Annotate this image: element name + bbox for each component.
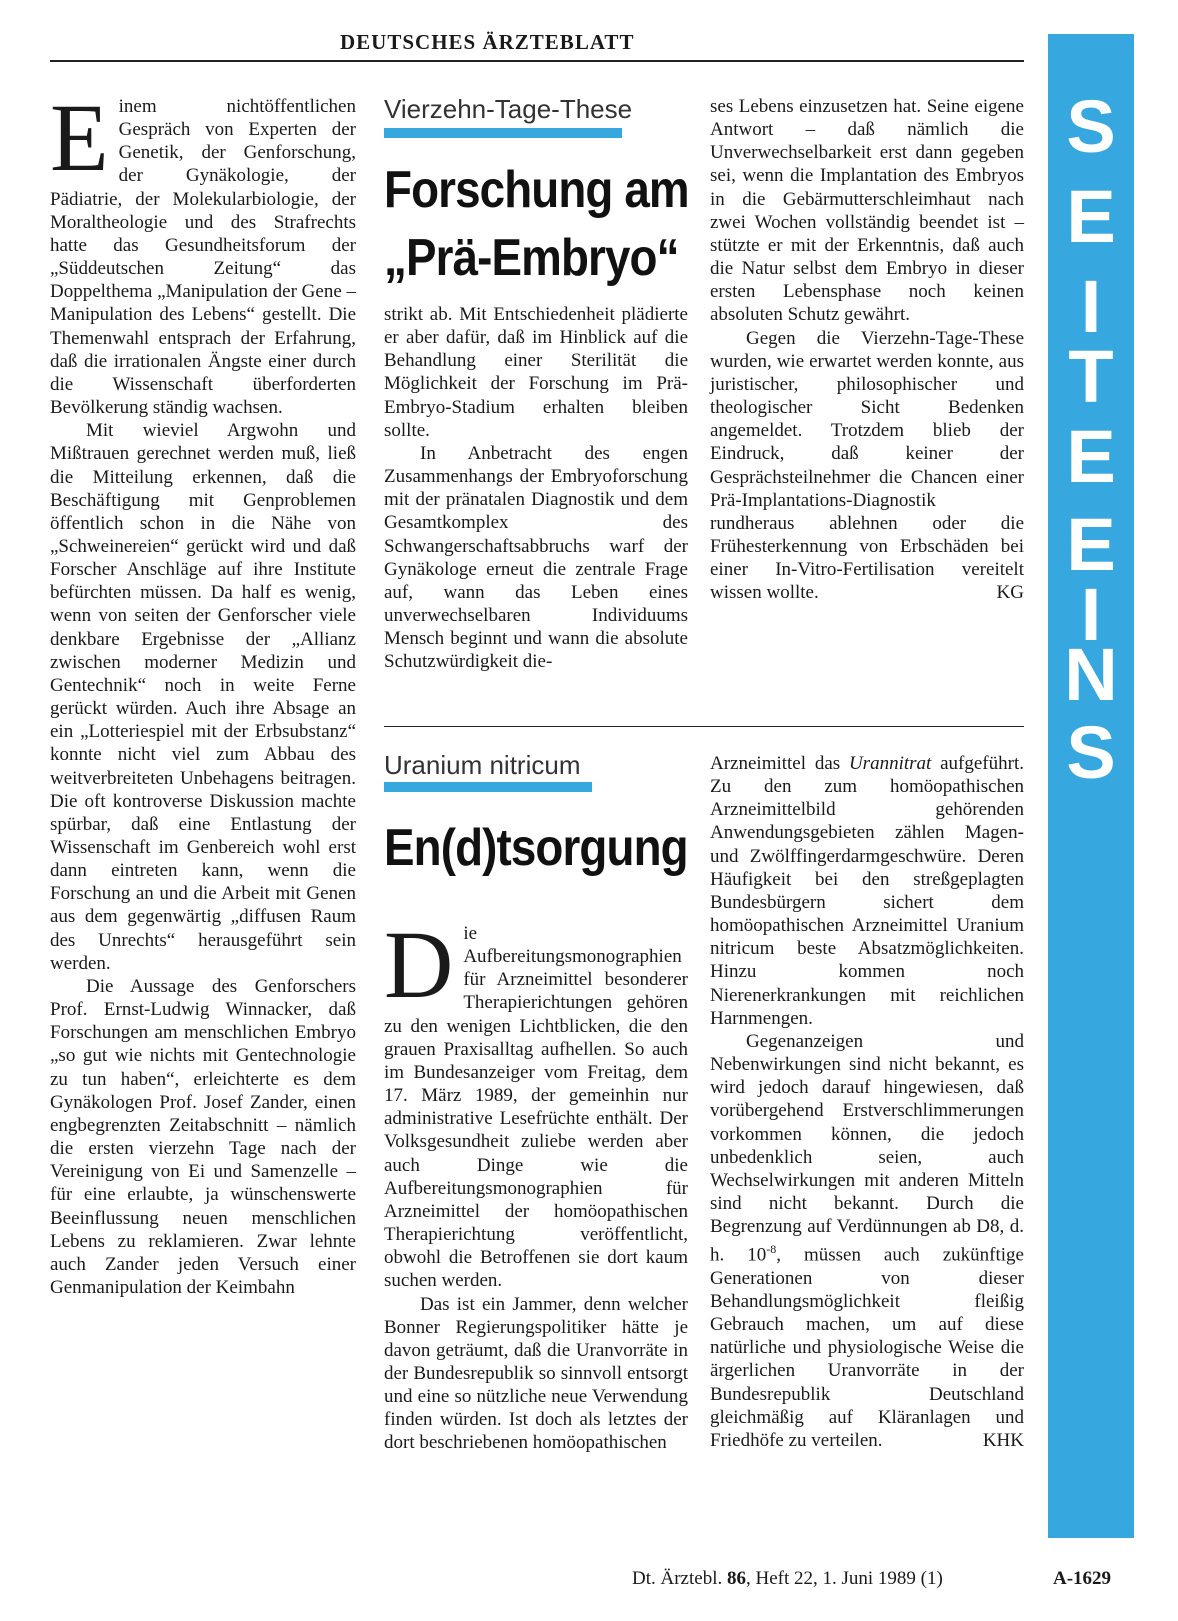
article2-kicker: Uranium nitricum (384, 750, 581, 780)
paragraph: In Anbetracht des engen Zusammenhangs der Embryoforschung mit der pränatalen Diagnostik und dem Gesamtkomplex des Schwangerschaftsabbruchs warf der Gynäkologe erneut die zentrale Frage auf, wann das Leben eines unverwechselbaren Individuums Mensch beginnt und wann die absolute Schutzwürdigkeit die- (384, 442, 688, 673)
citation-volume: 86 (726, 1568, 746, 1589)
author-signature: KG (996, 582, 1024, 604)
section-band (1048, 34, 1134, 1538)
superscript: -8 (766, 1242, 777, 1257)
header-rule (50, 60, 1024, 62)
column-left (50, 84, 357, 1299)
paragraph-text: , müssen auch zukünftige Generationen von dieser Behandlungsmöglichkeit fleißig Gebrauch machen, um auf diese natürliche und physiologische Weise die ärgerlichen Uranvorräte in der Bundesrepublik Deutschland gleichmäßig auf Kläranlagen und Friedhöfe zu verteilen. (710, 1244, 1024, 1451)
paragraph: Das ist ein Jammer, denn welcher Bonner Regierungspolitiker hätte je davon geträumt, daß die Uranvorräte in der Bundesrepublik so sinnvoll entsorgt und eine so nützliche neue Verwendung finden würden. Ist doch als letztes der dort beschriebenen homöopathischen (384, 1293, 688, 1454)
paragraph: Mit wieviel Argwohn und Mißtrauen gerechnet werden muß, ließ die Mitteilung erkennen, daß die Beschäftigung mit Genproblemen öffentlich schon in die Nähe von „Schweinereien“ gerückt wird und daß Forscher Anschläge auf ihre Institute befürchten müssen. Da half es wenig, wenn von seiten der Genforscher viele denkbare Ergebnisse der „Allianz zwischen moderner Medizin und Gentechnik“ noch in weite Ferne gerückt würden. Auch ihre Absage an ein „Lotteriespiel mit der Erbsubstanz“ konnte nicht viel zum Abbau des weitverbreiteten Unbehagens beitragen. Die oft kontroverse Diskussion machte spürbar, daß eine Entlastung der Wissenschaft im Genbereich wohl erst dann eintreten kann, wenn die Forschung an und die Arbeit mit Genen aus dem gegenwärtig „diffusen Raum des Unrechts“ herausgeführt sein werden. (50, 420, 356, 974)
kicker-bar (384, 782, 592, 792)
author-signature: KHK (982, 1429, 1024, 1451)
section-letter: E (1066, 175, 1116, 258)
section-letter: S (1066, 711, 1116, 794)
section-letter: E (1066, 415, 1116, 498)
paragraph-text: inem nichtöffentlichen Gespräch von Experten der Genetik, der Genforschung, der Gynäkologie, der Pädiatrie, der Molekularbiologie, der Moraltheologie und des Strafrechts hatte das Gesundheitsforum der „Süddeutschen Zeitung“ das Doppelthema „Manipulation der Gene – Manipulation des Lebens“ gestellt. Die Themenwahl entsprach der Erfahrung, daß die irrationalen Ängste einer durch die Wissenschaft überforderten Bevölkerung ständig wachsen. (50, 96, 357, 419)
paragraph: Die Aussage des Genforschers Prof. Ernst-Ludwig Winnacker, daß Forschungen am menschlichen Embryo „so gut wie nichts mit Gentechnologie zu tun haben“, erleichterte es dem Gynäkologen Prof. Josef Zander, einen engbegrenzten Zeitabschnitt – nämlich die ersten vierzehn Tage nach der Vereinigung von Ei und Samenzelle – für eine erlaubte, ja wünschenswerte Beeinflussung neuen menschlichen Lebens zu reklamieren. Zwar lehnte auch Zander jeden Versuch einer Genmanipulation der Keimbahn (50, 975, 356, 1298)
section-letter: I (1080, 265, 1102, 348)
footer-citation (632, 1568, 943, 1590)
article1-headline-line1: Forschung am (384, 161, 689, 219)
section-letter: N (1064, 633, 1118, 716)
citation-journal: Dt. Ärztebl. (632, 1568, 727, 1589)
paragraph (384, 911, 688, 1293)
section-letter: I (1080, 573, 1102, 656)
paragraph-text: ie Aufbereitungsmonographien für Arzneimittel besonderer Therapierichtungen gehören zu den wenigen Lichtblicken, die den grauen Praxisalltag aufhellen. So auch im Bundesanzeiger vom Freitag, dem 17. März 1989, der gemeinhin nur administrative Lesefrüchte enthält. Der Volksgesundheit zuliebe werden aber auch Dinge wie die Aufbereitungsmonographien für Arzneimittel der homöopathischen Therapierichtung veröffentlicht, obwohl die Betroffenen sie dort kaum suchen werden. (384, 923, 688, 1292)
article1-column-middle (384, 303, 688, 674)
citation-issue: , Heft 22, 1. Juni 1989 (1) (745, 1568, 943, 1589)
article1-headline-line2: „Prä-Embryo“ (384, 229, 679, 287)
article2-column-right (710, 752, 1024, 1452)
kicker-bar (384, 128, 622, 138)
drop-cap: D (384, 911, 454, 1018)
page-number: A-1629 (1053, 1568, 1112, 1589)
paragraph (710, 752, 1024, 1030)
paragraph-text: Gegen die Vierzehn-Tage-These wurden, wie erwartet werden konnte, aus juristischer, philosophischer und theologischer Sicht Bedenken angemeldet. Trotzdem blieb der Eindruck, daß keiner der Gesprächsteilnehmer die Chancen einer Prä-Implantations-Diagnostik rundheraus ablehnen oder die Frühesterkennung von Erbschäden bei einer In-Vitro-Fertilisation vereitelt wissen wollte. (710, 327, 1024, 604)
paragraph (710, 327, 1024, 605)
section-letter: E (1066, 503, 1116, 586)
article-divider (384, 726, 1024, 727)
article1-column-right (710, 95, 1024, 604)
drop-cap: E (50, 84, 109, 191)
article1-kicker: Vierzehn-Tage-These (384, 94, 633, 124)
article2-headline: En(d)tsorgung (384, 819, 688, 877)
paragraph (50, 84, 357, 419)
section-letter: T (1068, 335, 1114, 418)
paragraph: strikt ab. Mit Entschiedenheit plädierte er aber dafür, daß im Hinblick auf die Behandlung einer Sterilität die Möglichkeit der Forschung im Prä-Embryo-Stadium erhalten bleiben sollte. (384, 304, 688, 441)
paragraph (710, 1030, 1024, 1452)
emphasis: Urannitrat (848, 753, 932, 774)
section-letter: S (1066, 85, 1116, 168)
paragraph-text: aufgeführt. Zu den zum homöopathischen Arzneimittelbild gehörenden Anwendungsgebieten zählen Magen- und Zwölffingerdarmgeschwüre. Deren Häufigkeit bei den streßgeplagten Bundesbürgern sichert dem homöopathischen Arzneimittel Uranium nitricum beste Absatzmöglichkeiten. Hinzu kommen noch Nierenerkrankungen mit reichlichen Harnmengen. (710, 753, 1024, 1029)
paragraph-text: Gegenanzeigen und Nebenwirkungen sind nicht bekannt, es wird jedoch darauf hingewiesen, daß vorübergehend Erstverschlimmerungen vorkommen können, die jedoch unbedenklich seien, auch Wechselwirkungen mit anderen Mitteln sind nicht bekannt. Durch die Begrenzung auf Verdünnungen ab D8, d. h. 10 (710, 1030, 1024, 1266)
paragraph: ses Lebens einzusetzen hat. Seine eigene Antwort – daß nämlich die Unverwechselbarkeit erst dann gegeben sei, wenn die Implantation des Embryos in die Gebärmutterschleimhaut nach zwei Wochen vollständig beendet ist – stützte er mit der Erkenntnis, daß auch die Natur selbst dem Embryo in dieser ersten Lebensphase noch keinen absoluten Schutz gewährt. (710, 96, 1024, 326)
paragraph-text: Arzneimittel das (710, 753, 849, 774)
masthead: DEUTSCHES ÄRZTEBLATT (340, 30, 635, 54)
article2-column-middle (384, 911, 688, 1455)
